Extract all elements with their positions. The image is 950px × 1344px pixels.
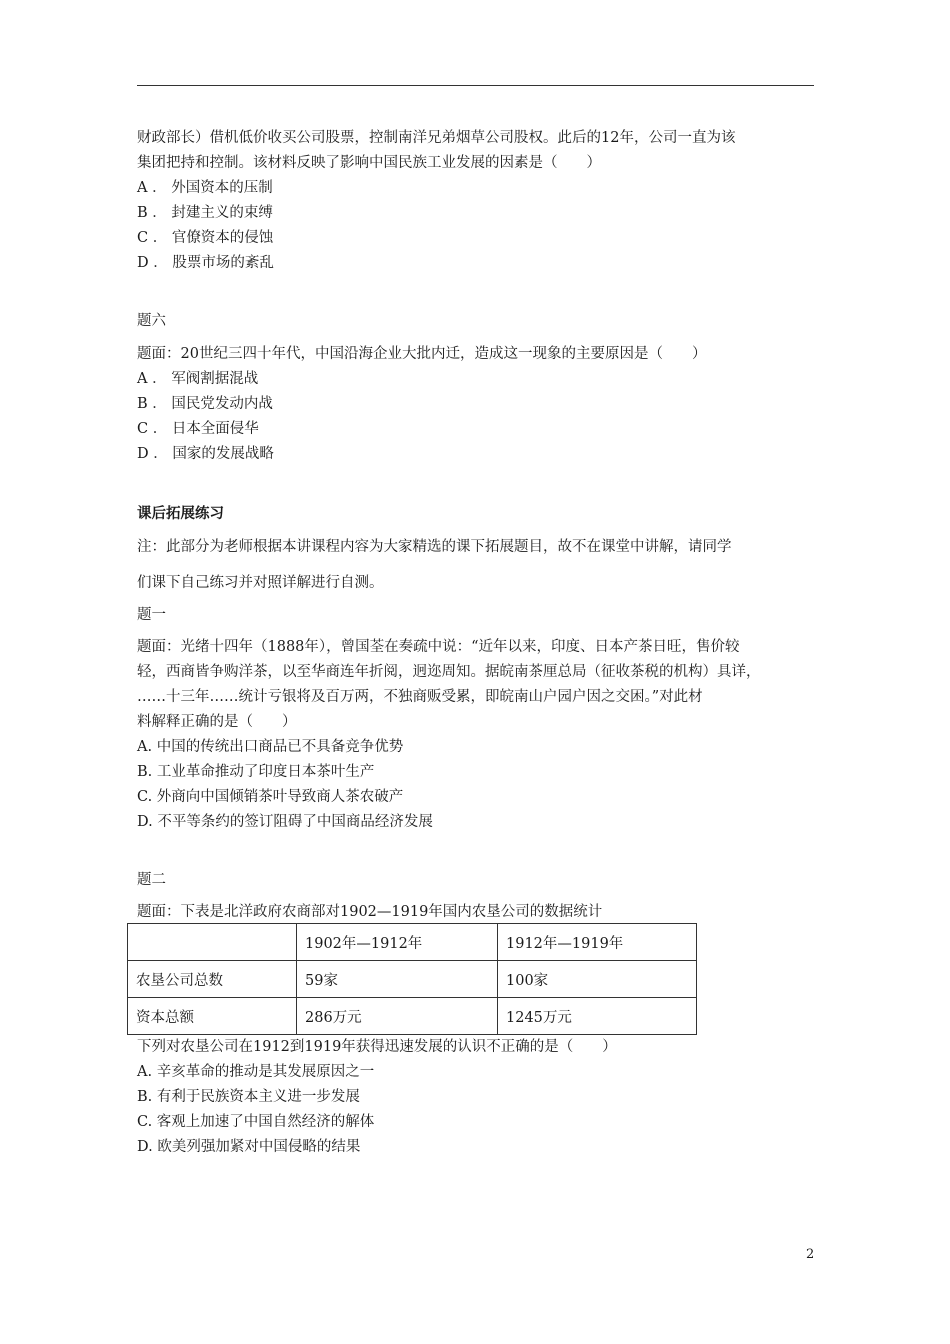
- extension-heading: 课后拓展练习: [137, 505, 224, 522]
- q6-option-a: A ． 军阀割据混战: [137, 371, 259, 387]
- q6-option-b: B ． 国民党发动内战: [137, 396, 273, 412]
- e2-question: 下列对农垦公司在1912到1919年获得迅速发展的认识不正确的是（ ）: [137, 1039, 617, 1055]
- e2-option-c: C. 客观上加速了中国自然经济的解体: [137, 1114, 375, 1130]
- e2-option-a: A. 辛亥革命的推动是其发展原因之一: [137, 1064, 375, 1080]
- e1-stem-line-1: 题面：光绪十四年（1888年），曾国荃在奏疏中说：“近年以来，印度、日本产茶日旺，售价较: [137, 639, 740, 655]
- e1-option-d: D. 不平等条约的签订阻碍了中国商品经济发展: [137, 814, 433, 830]
- table-cell: 100家: [498, 961, 697, 998]
- e1-stem-line-2: 轻，西商皆争购洋茶，以至华商连年折阅，迥迩周知。据皖南茶厘总局（征收茶税的机构）具详，: [137, 664, 761, 680]
- e1-stem-line-3: ……十三年……统计亏银将及百万两，不独商贩受累，即皖南山户园户因之交困。”对此材: [137, 689, 703, 705]
- extension-note-line-2: 们课下自己练习并对照详解进行自测。: [137, 575, 384, 591]
- table-cell: 59家: [297, 961, 498, 998]
- q5-stem-line-2: 集团把持和控制。该材料反映了影响中国民族工业发展的因素是（ ）: [137, 155, 601, 171]
- data-table: [127, 923, 697, 1035]
- table-cell: 1245万元: [498, 998, 697, 1035]
- q6-stem: 题面：20世纪三四十年代，中国沿海企业大批内迁，造成这一现象的主要原因是（ ）: [137, 346, 707, 362]
- page-number: 2: [806, 1247, 815, 1262]
- e2-title: 题二: [137, 872, 166, 888]
- table-header-cell: [128, 924, 297, 961]
- q6-option-d: D ． 国家的发展战略: [137, 446, 274, 462]
- table-cell: 286万元: [297, 998, 498, 1035]
- e2-option-d: D. 欧美列强加紧对中国侵略的结果: [137, 1139, 361, 1155]
- e1-option-c: C. 外商向中国倾销茶叶导致商人茶农破产: [137, 789, 404, 805]
- e1-option-b: B. 工业革命推动了印度日本茶叶生产: [137, 764, 375, 780]
- q5-option-a: A ． 外国资本的压制: [137, 180, 273, 196]
- table-cell: 资本总额: [128, 998, 297, 1035]
- table-row: [128, 961, 697, 998]
- table-header-cell: 1912年—1919年: [498, 924, 697, 961]
- table-header-cell: 1902年—1912年: [297, 924, 498, 961]
- extension-note-line-1: 注：此部分为老师根据本讲课程内容为大家精选的课下拓展题目，故不在课堂中讲解，请同学: [137, 539, 732, 555]
- q5-option-d: D ． 股票市场的紊乱: [137, 255, 274, 271]
- e2-stem: 题面：下表是北洋政府农商部对1902—1919年国内农垦公司的数据统计: [137, 904, 603, 920]
- e1-title: 题一: [137, 607, 166, 623]
- table-header-row: [128, 924, 697, 961]
- table-row: [128, 998, 697, 1035]
- q6-title: 题六: [137, 313, 166, 329]
- q5-option-c: C ． 官僚资本的侵蚀: [137, 230, 274, 246]
- e1-stem-line-4: 料解释正确的是（ ）: [137, 714, 297, 730]
- q5-option-b: B ． 封建主义的束缚: [137, 205, 273, 221]
- q5-stem-line-1: 财政部长）借机低价收买公司股票，控制南洋兄弟烟草公司股权。此后的12年，公司一直为该: [137, 130, 736, 146]
- page-content: [137, 126, 814, 1160]
- e1-option-a: A. 中国的传统出口商品已不具备竞争优势: [137, 739, 404, 755]
- q6-option-c: C ． 日本全面侵华: [137, 421, 259, 437]
- table-cell: 农垦公司总数: [128, 961, 297, 998]
- header-rule: [137, 85, 814, 86]
- e2-option-b: B. 有利于民族资本主义进一步发展: [137, 1089, 360, 1105]
